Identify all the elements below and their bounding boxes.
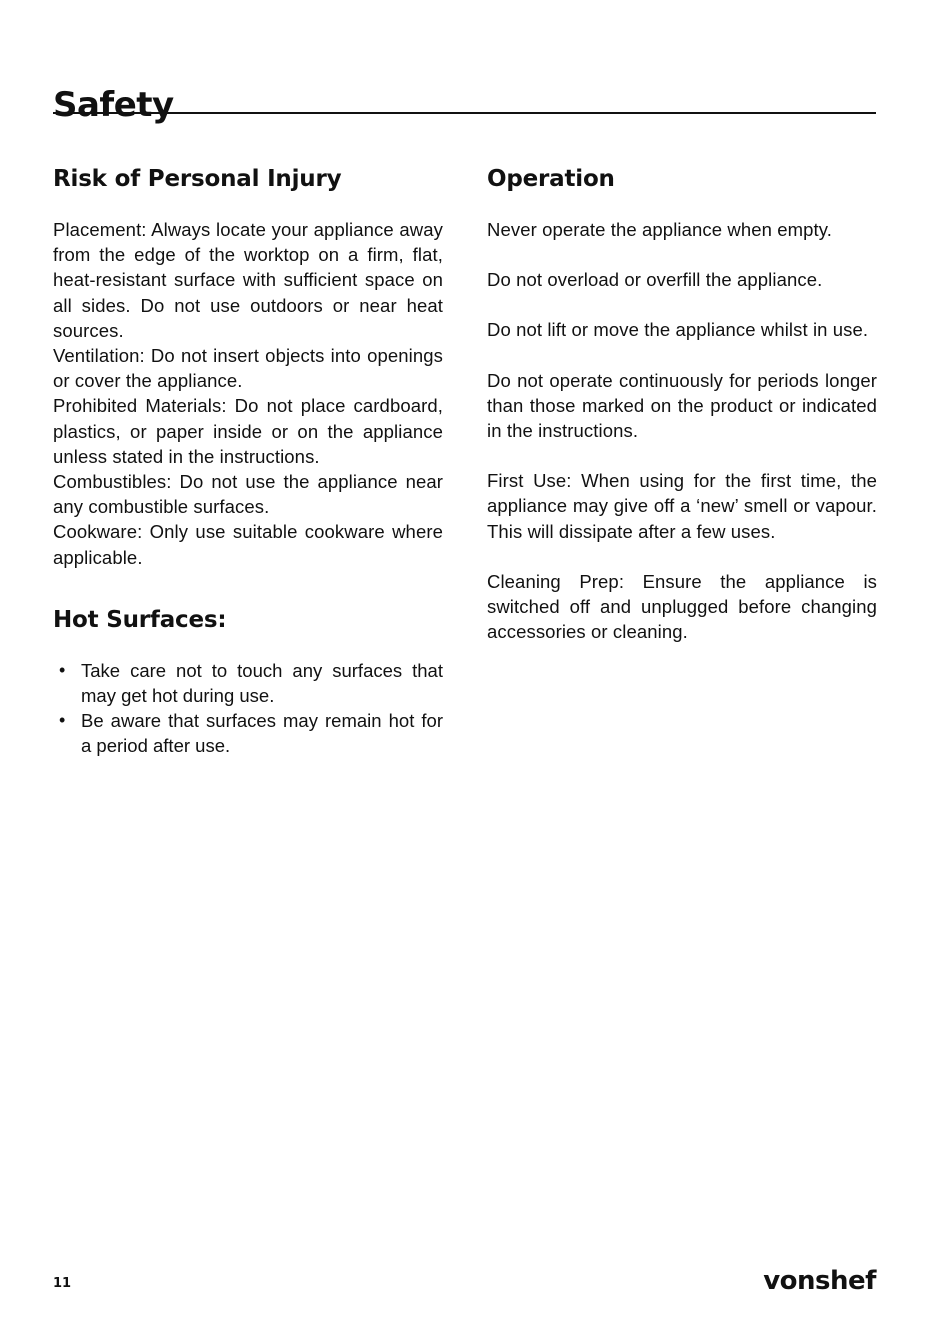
risk-paragraph-prohibited-materials: Prohibited Materials: Do not place cardboard, plastics, or paper inside or on the appliance unless stated in the instructions. — [53, 395, 443, 467]
risk-paragraph-ventilation: Ventilation: Do not insert objects into openings or cover the appliance. — [53, 345, 443, 392]
operation-paragraph: Do not operate continuously for periods longer than those marked on the product or indicated in the instructions. — [487, 369, 877, 442]
first-use-paragraph: First Use: When using for the first time, the appliance may give off a ‘new’ smell or vapour. This will dissipate after a few uses. — [487, 470, 877, 542]
risk-heading: Risk of Personal Injury — [53, 166, 342, 192]
hot-surfaces-heading: Hot Surfaces: — [53, 606, 227, 633]
page-number: 11 — [53, 1276, 72, 1291]
list-item — [53, 708, 443, 758]
brand-logo: vonshef — [763, 1266, 876, 1296]
cleaning-prep-paragraph: Cleaning Prep: Ensure the appliance is switched off and unplugged before changing accessories or cleaning. — [487, 570, 877, 643]
risk-paragraph-placement: Placement: Always locate your appliance away from the edge of the worktop on a firm, flat, heat-resistant surface with sufficient space on all sides. Do not use outdoors or near heat sources. — [53, 219, 443, 341]
bullet-icon: • — [59, 710, 66, 731]
risk-paragraph-cookware: Cookware: Only use suitable cookware where applicable. — [53, 521, 443, 568]
left-column — [53, 162, 443, 759]
title-divider — [53, 112, 876, 114]
operation-paragraph: Do not lift or move the appliance whilst in use. — [487, 319, 869, 341]
operation-paragraph: Do not overload or overfill the appliance. — [487, 269, 823, 291]
hot-surfaces-list — [53, 658, 443, 759]
operation-heading: Operation — [487, 166, 615, 192]
list-item-text: Take care not to touch any surfaces that may get hot during use. — [81, 659, 443, 707]
risk-paragraph-combustibles: Combustibles: Do not use the appliance near any combustible surfaces. — [53, 471, 443, 518]
list-item-text: Be aware that surfaces may remain hot for a period after use. — [81, 710, 443, 757]
bullet-icon: • — [59, 659, 66, 680]
list-item — [53, 658, 443, 708]
right-column — [487, 162, 877, 644]
page-title: Safety — [53, 84, 174, 125]
operation-paragraph: Never operate the appliance when empty. — [487, 219, 832, 240]
